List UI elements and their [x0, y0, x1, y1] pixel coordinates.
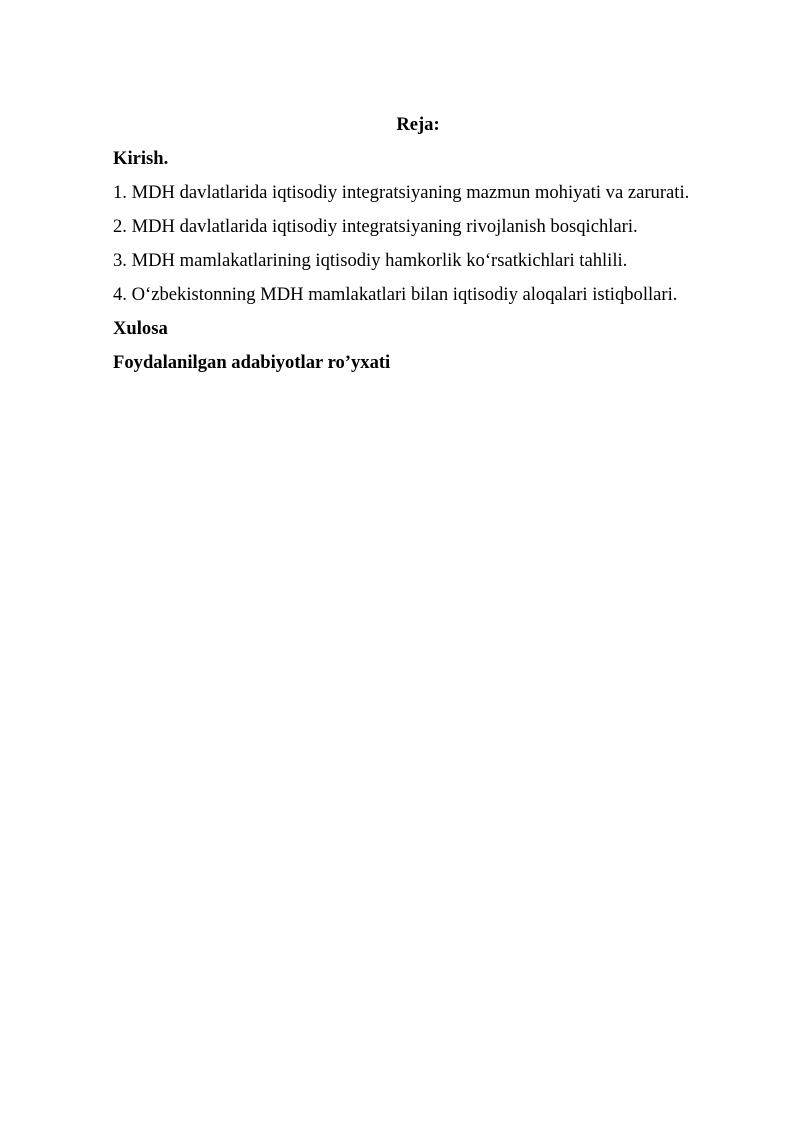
plan-item-1: 1. MDH davlatlarida iqtisodiy integratsiyaning mazmun mohiyati va zarurati.: [113, 182, 690, 203]
document-page: [113, 108, 723, 380]
plan-title: Reja:: [396, 114, 440, 135]
conclusion-heading: Xulosa: [113, 318, 168, 339]
plan-item-4: 4. O‘zbekistonning MDH mamlakatlari bilan iqtisodiy aloqalari istiqbollari.: [113, 284, 678, 305]
plan-item-3: 3. MDH mamlakatlarining iqtisodiy hamkorlik ko‘rsatkichlari tahlili.: [113, 250, 628, 271]
intro-heading: Kirish.: [113, 148, 169, 169]
plan-item-2: 2. MDH davlatlarida iqtisodiy integratsiyaning rivojlanish bosqichlari.: [113, 216, 638, 237]
references-heading: Foydalanilgan adabiyotlar ro’yxati: [113, 352, 391, 373]
